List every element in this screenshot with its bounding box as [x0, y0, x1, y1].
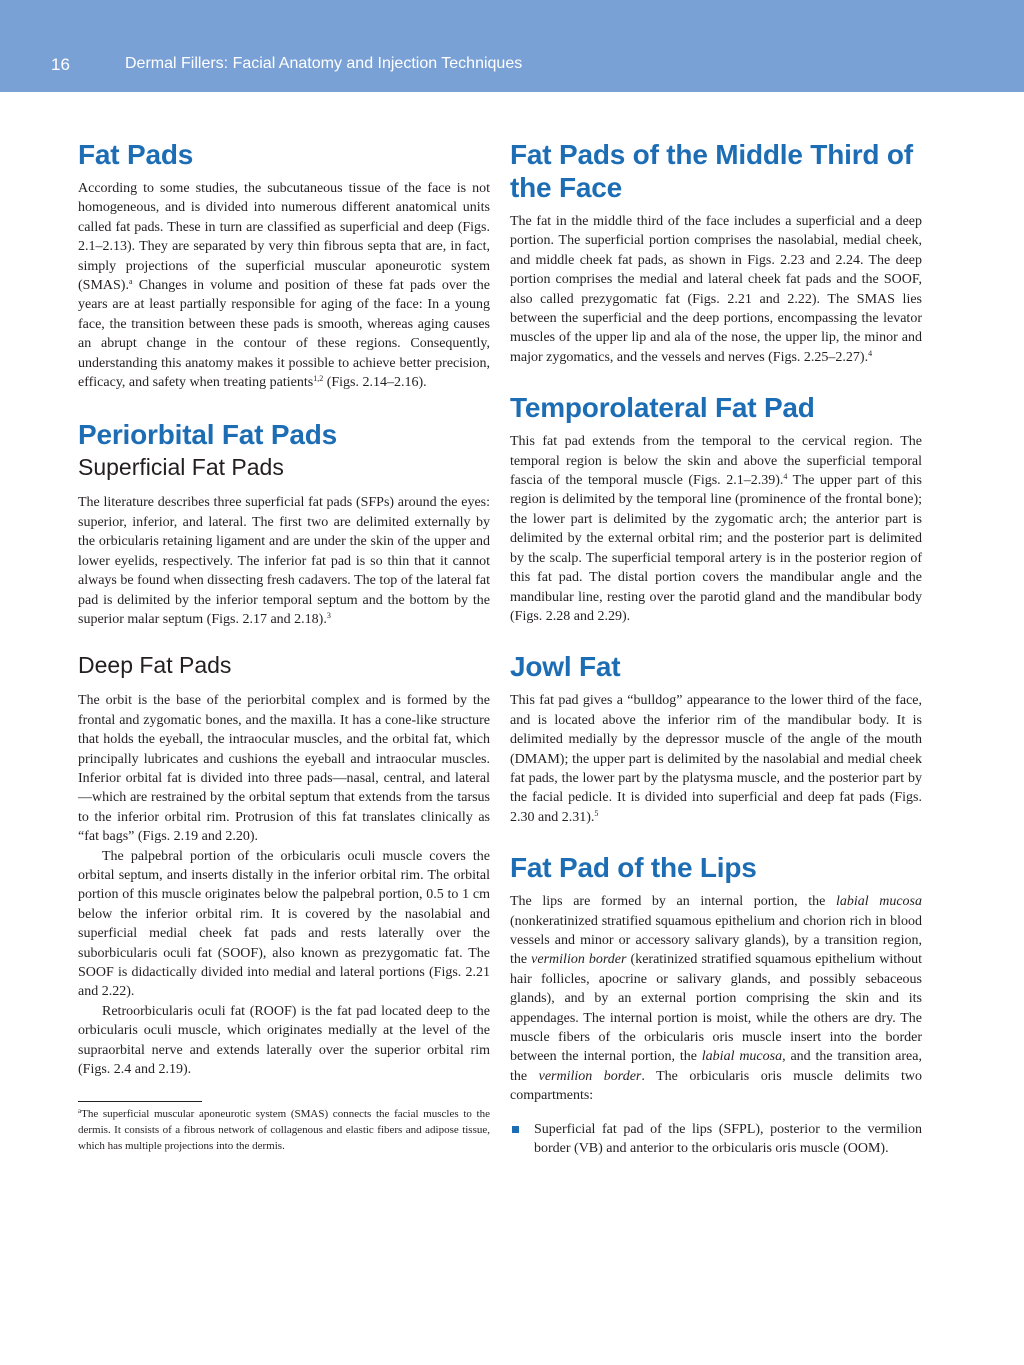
- paragraph-fat-pads: According to some studies, the subcutaneous tissue of the face is not homogeneous, and is divided into numerous different anatomical units called fat pads. These in turn are classified as superficial and deep (Figs. 2.1–2.13). They are separated by very thin fibrous septa that are, in fact, simply projections of the superficial muscular aponeurotic system (SMAS).$^a$ Changes in volume and position of these fat pads over the years are at least partially responsible for aging of the face: In a young face, the transition between these pads is smooth, whereas aging causes an abrupt change in the contour of these regions. Consequently, understanding this anatomy makes it possible to achieve better precision, efficacy, and safety when treating patients$^{1,2}$ (Figs. 2.14–2.16).: [78, 181, 490, 391]
- heading-fat-pads: Fat Pads: [78, 139, 194, 170]
- list-item: Superficial fat pad of the lips (SFPL), posterior to the vermilion border (VB) and anterior to the orbicularis oris muscle (OOM).: [510, 1120, 922, 1159]
- square-bullet-icon: [512, 1126, 519, 1133]
- paragraph-temporolateral: This fat pad extends from the temporal to the cervical region. The temporal region is below the skin and above the superficial temporal fascia of the temporal muscle (Figs. 2.1–2.39).$^4$ The upper part of this region is delimited by the temporal line (prominence of the frontal bone); the lower part is delimited by the zygomatic arch; the anterior part is delimited by the external orbital rim; and the posterior part is delimited by the scalp. The superficial temporal artery is in the posterior region of this fat pad. The distal portion covers the mandibular angle and the mandibular line, resting over the parotid gland and the mandibular body (Figs. 2.28 and 2.29).: [510, 434, 922, 624]
- citation-ref: 4: [868, 348, 873, 358]
- footnote: $^a$The superficial muscular aponeurotic system (SMAS) connects the facial muscles to the dermis. It consists of a fibrous network of collagenous and elastic fibers and adipose tissue, which has multiple projections into the dermis.: [78, 1107, 490, 1153]
- compartment-list: [510, 1120, 922, 1159]
- footnote-divider: [78, 1101, 202, 1102]
- paragraph-deep-2: The palpebral portion of the orbicularis oculi muscle covers the orbital septum, and inserts distally in the inferior orbital rim. The orbital portion of this muscle originates below the palpebral portion, 0.5 to 1 cm below the inferior orbital rim. It is covered by the nasolabial and superficial medial cheek fat pads and rests laterally over the suborbicularis oculi fat (SOOF), also known as prezygomatic fat. The SOOF is didactically divided into medial and lateral portions (Figs. 2.21 and 2.22).: [78, 848, 490, 1000]
- citation-ref: 3: [326, 610, 331, 620]
- heading-middle-third: Fat Pads of the Middle Third of the Face: [510, 139, 913, 203]
- heading-temporolateral: Temporolateral Fat Pad: [510, 392, 815, 424]
- paragraph-middle-third: The fat in the middle third of the face includes a superficial and a deep portion. The superficial portion comprises the nasolabial, medial cheek, and middle cheek fat pads, as shown in Figs. 2.23 and 2.24. The deep portion comprises the medial and lateral cheek fat pads and the SOOF, also called prezygomatic fat (Figs. 2.21 and 2.22). The SMAS lies between the superficial and the deep portions, encompassing the levator muscles of the upper lip and ala of the nose, the upper lip, the minor and major zygomatics, and the vessels and nerves (Figs. 2.25–2.27).$^4$: [510, 214, 922, 365]
- heading-lips: Fat Pad of the Lips: [510, 852, 757, 884]
- heading-jowl-fat: Jowl Fat: [510, 651, 621, 683]
- citation-ref: 5: [594, 808, 599, 818]
- right-column: [510, 138, 922, 1158]
- paragraph-jowl-fat: This fat pad gives a “bulldog” appearance to the lower third of the face, and is located above the inferior rim of the mandibular body. It is delimited medially by the depressor muscle of the angle of the mouth (DMAM); the upper part is delimited by the nasolabial and medial cheek fat pads, the lower part by the platysma muscle, and the posterior part by the facial pedicle. It is divided into superficial and deep fat pads (Figs. 2.30 and 2.31).$^5$: [510, 693, 922, 825]
- footnote-ref: a: [128, 277, 133, 287]
- heading-periorbital: Periorbital Fat Pads: [78, 419, 337, 451]
- subheading-superficial: Superficial Fat Pads: [78, 454, 284, 481]
- subheading-deep: Deep Fat Pads: [78, 652, 232, 679]
- running-header: [0, 0, 1024, 92]
- citation-ref: 1,2: [313, 374, 324, 384]
- citation-ref: 4: [783, 472, 788, 482]
- page-number: 16: [51, 55, 70, 74]
- paragraph-lips: The lips are formed by an internal portion, the labial mucosa (nonkeratinized stratified squamous epithelium and chorion rich in blood vessels and minor or accessory salivary glands), by a transition region, the vermilion border (keratinized stratified squamous epithelium without hair follicles, apocrine or salivary glands, and possibly sebaceous glands), and by an external portion comprising the skin and its appendages. The internal portion is moist, while the others are dry. The muscle fibers of the orbicularis oris muscle insert into the border between the internal portion, the labial mucosa, and the transition area, the vermilion border. The orbicularis oris muscle delimits two compartments:: [510, 894, 923, 1104]
- paragraph-superficial: The literature describes three superficial fat pads (SFPs) around the eyes: superior, inferior, and lateral. The first two are delimited externally by the orbicularis retaining ligament and are under the skin of the upper and lower eyelids, respectively. The inferior fat pad is so thin that it cannot always be found when dissecting fresh cadavers. The top of the lateral fat pad is delimited by the inferior temporal septum and the bottom by the superior malar septum (Figs. 2.17 and 2.18).$^3$: [78, 495, 490, 627]
- left-column: [78, 138, 490, 1154]
- paragraph-deep-1: The orbit is the base of the periorbital complex and is formed by the frontal and zygomatic bones, and the maxilla. It has a cone-like structure that holds the eyeball, the intraocular muscles, and the orbital fat, which principally lubricates and cushions the eyeball and intraocular muscles. Inferior orbital fat is divided into three pads—nasal, central, and lateral—which are restrained by the orbital septum that extends from the tarsus to the inferior orbital rim. Protrusion of this fat translates clinically as “fat bags” (Figs. 2.19 and 2.20).: [78, 693, 490, 845]
- paragraph-deep-3: Retroorbicularis oculi fat (ROOF) is the fat pad located deep to the orbicularis oculi muscle, which originates medially at the level of the supraorbital nerve and extends laterally over the superior orbital rim (Figs. 2.4 and 2.19).: [78, 1003, 490, 1078]
- book-title: Dermal Fillers: Facial Anatomy and Injection Techniques: [125, 55, 523, 72]
